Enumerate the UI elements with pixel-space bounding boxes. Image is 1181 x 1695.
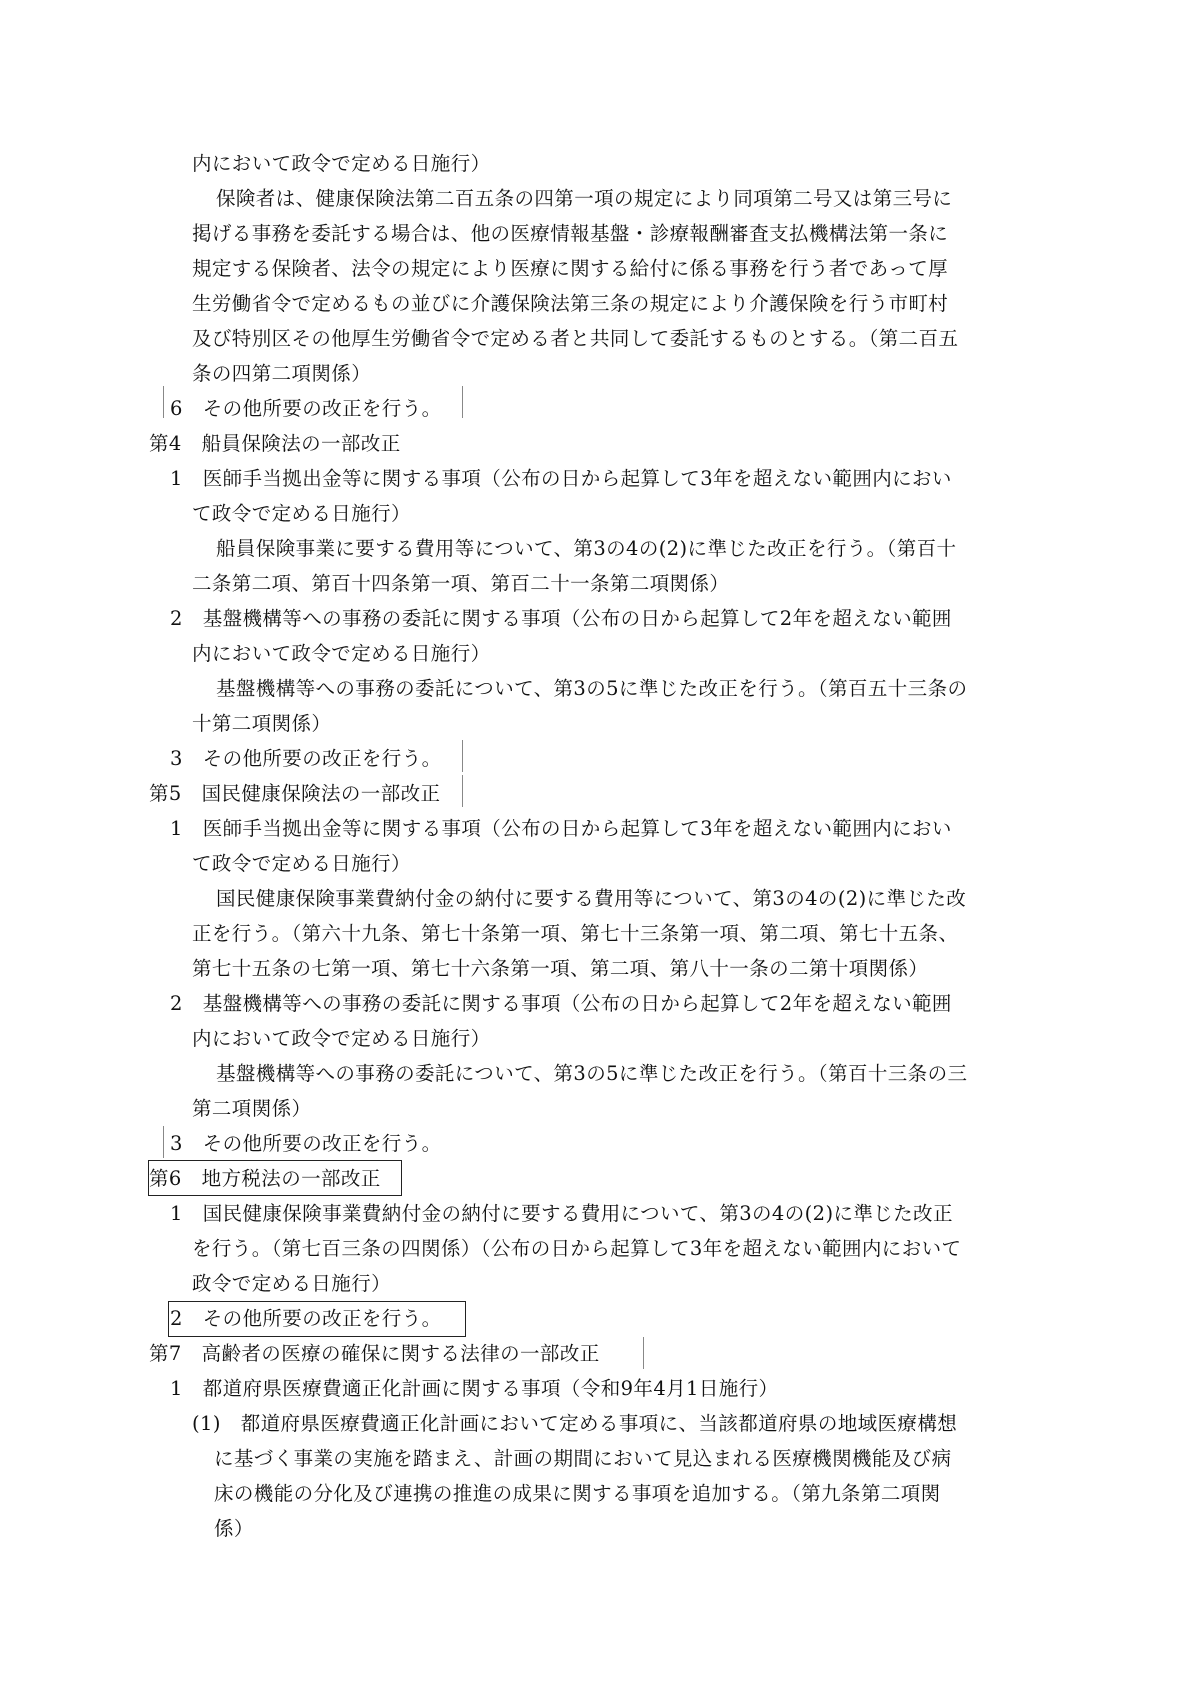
list-item: 2 基盤機構等への事務の委託に関する事項（公布の日から起算して2年を超えない範囲 [170,992,952,1015]
text-line: 十第二項関係） [192,712,332,735]
sub-list-item: (1) 都道府県医療費適正化計画において定める事項に、当該都道府県の地域医療構想 [192,1412,958,1435]
list-item: 2 その他所要の改正を行う。 [170,1307,442,1330]
list-item: 1 医師手当拠出金等に関する事項（公布の日から起算して3年を超えない範囲内におい [170,467,952,490]
text-line: 係） [214,1517,254,1540]
list-item: 3 その他所要の改正を行う。 [170,747,442,770]
margin-mark [643,1337,644,1369]
margin-mark [462,740,463,772]
section-heading: 第4 船員保険法の一部改正 [149,432,401,455]
text-line: 国民健康保険事業費納付金の納付に要する費用等について、第3の4の(2)に準じた改 [216,887,967,910]
text-line: を行う。（第七百三条の四関係）（公布の日から起算して3年を超えない範囲内において [192,1237,962,1260]
text-line: 内において政令で定める日施行） [192,1027,491,1050]
text-line: 内において政令で定める日施行） [192,642,491,665]
list-item: 6 その他所要の改正を行う。 [170,397,442,420]
text-line: 保険者は、健康保険法第二百五条の四第一項の規定により同項第二号又は第三号に [216,187,953,210]
margin-mark [163,1126,164,1158]
list-item: 3 その他所要の改正を行う。 [170,1132,442,1155]
text-line: て政令で定める日施行） [192,502,411,525]
text-line: 基盤機構等への事務の委託について、第3の5に準じた改正を行う。（第百五十三条の [216,677,968,700]
section-heading: 第6 地方税法の一部改正 [149,1167,381,1190]
list-item: 1 医師手当拠出金等に関する事項（公布の日から起算して3年を超えない範囲内におい [170,817,952,840]
margin-mark [462,775,463,807]
list-item: 1 国民健康保険事業費納付金の納付に要する費用について、第3の4の(2)に準じた改正 [170,1202,953,1225]
text-line: 船員保険事業に要する費用等について、第3の4の(2)に準じた改正を行う。（第百十 [216,537,957,560]
text-line: 及び特別区その他厚生労働省令で定める者と共同して委託するものとする。（第二百五 [192,327,959,350]
text-line: 正を行う。（第六十九条、第七十条第一項、第七十三条第一項、第二項、第七十五条、 [192,922,959,945]
text-line: 掲げる事務を委託する場合は、他の医療情報基盤・診療報酬審査支払機構法第一条に [192,222,949,245]
margin-mark [163,386,164,418]
margin-mark [462,386,463,418]
text-line: 内において政令で定める日施行） [192,152,491,175]
list-item: 2 基盤機構等への事務の委託に関する事項（公布の日から起算して2年を超えない範囲 [170,607,952,630]
list-item: 1 都道府県医療費適正化計画に関する事項（令和9年4月1日施行） [170,1377,779,1400]
text-line: 第二項関係） [192,1097,312,1120]
text-line: 条の四第二項関係） [192,362,372,385]
section-heading: 第7 高齢者の医療の確保に関する法律の一部改正 [149,1342,600,1365]
text-line: 規定する保険者、法令の規定により医療に関する給付に係る事務を行う者であって厚 [192,257,949,280]
text-line: 基盤機構等への事務の委託について、第3の5に準じた改正を行う。（第百十三条の三 [216,1062,968,1085]
section-heading: 第5 国民健康保険法の一部改正 [149,782,441,805]
text-line: て政令で定める日施行） [192,852,411,875]
text-line: 二条第二項、第百十四条第一項、第百二十一条第二項関係） [192,572,730,595]
text-line: 政令で定める日施行） [192,1272,392,1295]
text-line: 生労働省令で定めるもの並びに介護保険法第三条の規定により介護保険を行う市町村 [192,292,949,315]
text-line: 床の機能の分化及び連携の推進の成果に関する事項を追加する。（第九条第二項関 [214,1482,941,1505]
text-line: に基づく事業の実施を踏まえ、計画の期間において見込まれる医療機関機能及び病 [214,1447,952,1470]
text-line: 第七十五条の七第一項、第七十六条第一項、第二項、第八十一条の二第十項関係） [192,957,929,980]
